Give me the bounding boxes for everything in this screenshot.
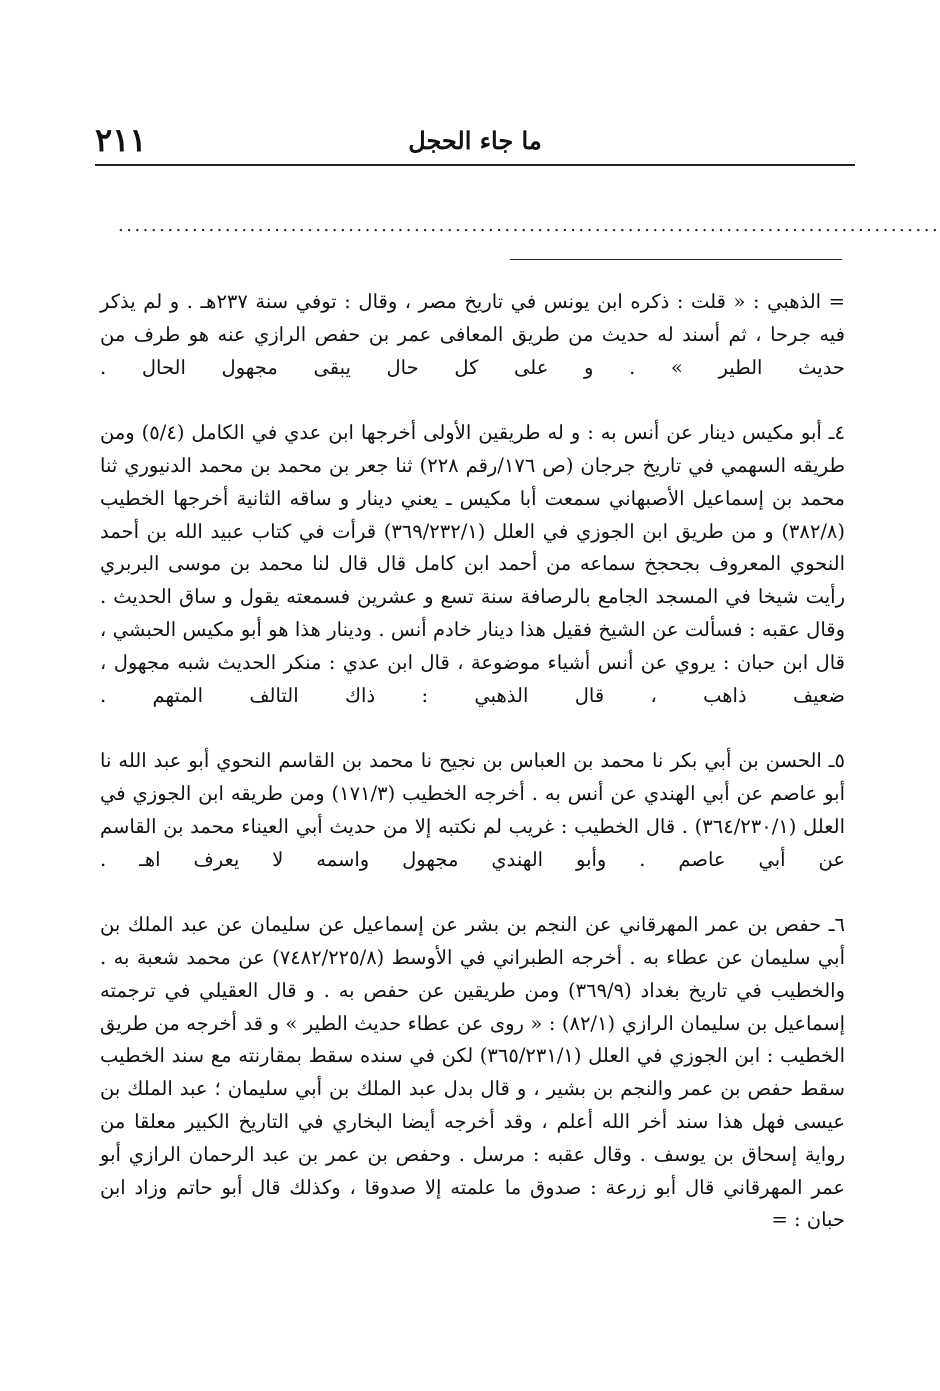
header-rule: [95, 164, 855, 166]
paragraph-item-4: ٤ـ أبو مكيس دينار عن أنس به : و له طريقين الأولى أخرجها ابن عدي في الكامل (٥/٤) ومن طريقه السهمي في تاريخ جرجان (ص ١٧٦/رقم ٢٢٨) ثنا جعر بن محمد بن محمد الدنيوري ثنا محمد بن إسماعيل الأصبهاني سمعت أبا مكيس ـ يعني دينار و ساقه الثانية أخرجها الخطيب (٣٨٢/٨) و من طريق ابن الجوزي في العلل (٣٦٩/٢٣٢/١) قرأت في كتاب عبيد الله بن أحمد النحوي المعروف بجحجخ سماعه من أحمد ابن كامل قال قال لنا محمد بن موسى البربري رأيت شيخا في المسجد الجامع بالرصافة سنة تسع و عشرين فسمعته يقول و ساق الحديث . وقال عقبه : فسألت عن الشيخ فقيل هذا دينار خادم أنس . ودينار هذا هو أبو مكيس الحبشي ، قال ابن حبان : يروي عن أنس أشياء موضوعة ، قال ابن عدي : منكر الحديث شبه مجهول ، ضعيف ذاهب ، قال الذهبي : ذاك التالف المتهم .: [100, 421, 846, 707]
footnote-body: [100, 286, 845, 1237]
paragraph-item-5: ٥ـ الحسن بن أبي بكر نا محمد بن العباس بن نجيح نا محمد بن القاسم النحوي أبو عبد الله نا أبو عاصم عن أبي الهندي عن أنس به . أخرجه الخطيب (١٧١/٣) ومن طريقه ابن الجوزي في العلل (٣٦٤/٢٣٠/١) . قال الخطيب : غريب لم نكتبه إلا من حديث أبي العيناء محمد بن القاسم عن أبي عاصم . وأبو الهندي مجهول واسمه لا يعرف اهـ .: [100, 749, 846, 871]
footnote-rule: [510, 259, 842, 260]
page-header: [95, 118, 855, 168]
paragraph-item-6: ٦ـ حفص بن عمر المهرقاني عن النجم بن بشر عن إسماعيل عن سليمان عن عبد الملك بن أبي سليمان عن عطاء به . أخرجه الطبراني في الأوسط (٧٤٨٢/٢٢٥/٨) عن محمد شعبة به . والخطيب في تاريخ بغداد (٣٦٩/٩) ومن طريقين عن حفص به . و قال العقيلي في ترجمته إسماعيل بن سليمان الرازي (٨٢/١) : « روى عن عطاء حديث الطير » و قد أخرجه من طريق الخطيب : ابن الجوزي في العلل (٣٦٥/٢٣١/١) لكن في سنده سقط بمقارنته مع سند الخطيب سقط حفص بن عمر والنجم بن بشير ، و قال بدل عبد الملك بن أبي سليمان ؛ عبد الملك بن عيسى فهل هذا سند أخر الله أعلم ، وقد أخرجه أيضا البخاري في التاريخ الكبير معلقا من رواية إسحاق بن يوسف . وقال عقبه : مرسل . وحفص بن عمر بن عبد الرحمان الرازي أبو عمر المهرقاني قال أبو زرعة : صدوق ما علمته إلا صدوقا ، وكذلك قال أبو حاتم وزاد ابن حبان : =: [100, 913, 845, 1232]
running-title: ما جاء الحجل: [408, 126, 542, 155]
page-number: ٢١١: [95, 121, 147, 159]
dotted-separator: ....................................................................................................: [118, 215, 940, 236]
paragraph-continuation: = الذهبي : « قلت : ذكره ابن يونس في تاريخ مصر ، وقال : توفي سنة ٢٣٧هـ . و لم يذكر فيه جرحا ، ثم أسند له حديث من طريق المعافى عمر بن حفص الرازي عنه هو طرف من حديث الطير » . و على كل حال يبقى مجهول الحال .: [100, 290, 845, 379]
